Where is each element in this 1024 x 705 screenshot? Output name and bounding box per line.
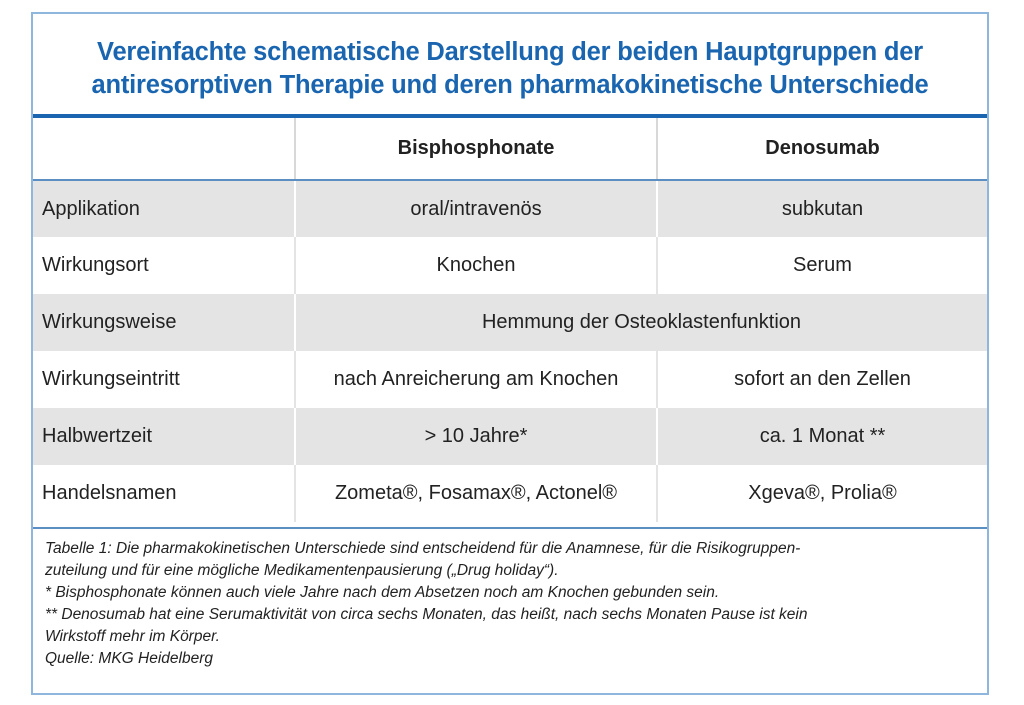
- cell-bisphosphonate: Knochen: [295, 237, 657, 294]
- source-note: Quelle: MKG Heidelberg: [45, 650, 213, 667]
- footnote-1: * Bisphosphonate können auch viele Jahre nach dem Absetzen noch am Knochen gebunden sein.: [45, 584, 720, 601]
- cell-denosumab: subkutan: [657, 180, 987, 237]
- footnote-2-line-1: ** Denosumab hat eine Serumaktivität von circa sechs Monaten, das heißt, nach sechs Monaten Pause ist kein: [45, 606, 808, 623]
- row-label: Applikation: [42, 197, 140, 220]
- caption-line-2: zuteilung und für eine mögliche Medikamentenpausierung („Drug holiday“).: [45, 562, 559, 579]
- header-bisphosphonate: Bisphosphonate: [295, 118, 657, 180]
- cell-denosumab: sofort an den Zellen: [657, 351, 987, 408]
- title-line-2: antiresorptiven Therapie und deren pharmakokinetische Unterschiede: [91, 71, 929, 99]
- table-notes: [45, 538, 980, 670]
- table-row: [33, 351, 987, 408]
- header-denosumab: Denosumab: [657, 118, 987, 180]
- cell-denosumab: Xgeva®, Prolia®: [657, 465, 987, 522]
- table-row: [33, 294, 987, 351]
- header-empty: [33, 118, 295, 180]
- comparison-table: [33, 118, 987, 522]
- table-figure: [31, 12, 989, 695]
- cell-bisphosphonate: nach Anreicherung am Knochen: [295, 351, 657, 408]
- cell-denosumab: ca. 1 Monat **: [657, 408, 987, 465]
- table-bottom-rule: [33, 527, 987, 529]
- table-row: [33, 408, 987, 465]
- title-line-1: Vereinfachte schematische Darstellung der beiden Hauptgruppen der: [97, 38, 923, 66]
- cell-bisphosphonate: Zometa®, Fosamax®, Actonel®: [295, 465, 657, 522]
- row-label: Halbwertzeit: [42, 425, 153, 447]
- row-label: Wirkungseintritt: [42, 368, 180, 390]
- table-header-row: [33, 118, 987, 180]
- cell-bisphosphonate: > 10 Jahre*: [295, 408, 657, 465]
- cell-denosumab: Serum: [657, 237, 987, 294]
- table-row: [33, 180, 987, 237]
- row-label: Wirkungsort: [42, 254, 149, 276]
- cell-merged: Hemmung der Osteoklastenfunktion: [295, 294, 987, 351]
- table-row: [33, 465, 987, 522]
- row-label: Handelsnamen: [42, 482, 177, 504]
- caption-line-1: Tabelle 1: Die pharmakokinetischen Unterschiede sind entscheidend für die Anamnese, für die Risikogruppen-: [45, 540, 801, 557]
- footnote-2-line-2: Wirkstoff mehr im Körper.: [45, 628, 220, 645]
- figure-title: [33, 14, 987, 114]
- row-label: Wirkungsweise: [42, 311, 177, 333]
- table-row: [33, 237, 987, 294]
- cell-bisphosphonate: oral/intravenös: [295, 180, 657, 237]
